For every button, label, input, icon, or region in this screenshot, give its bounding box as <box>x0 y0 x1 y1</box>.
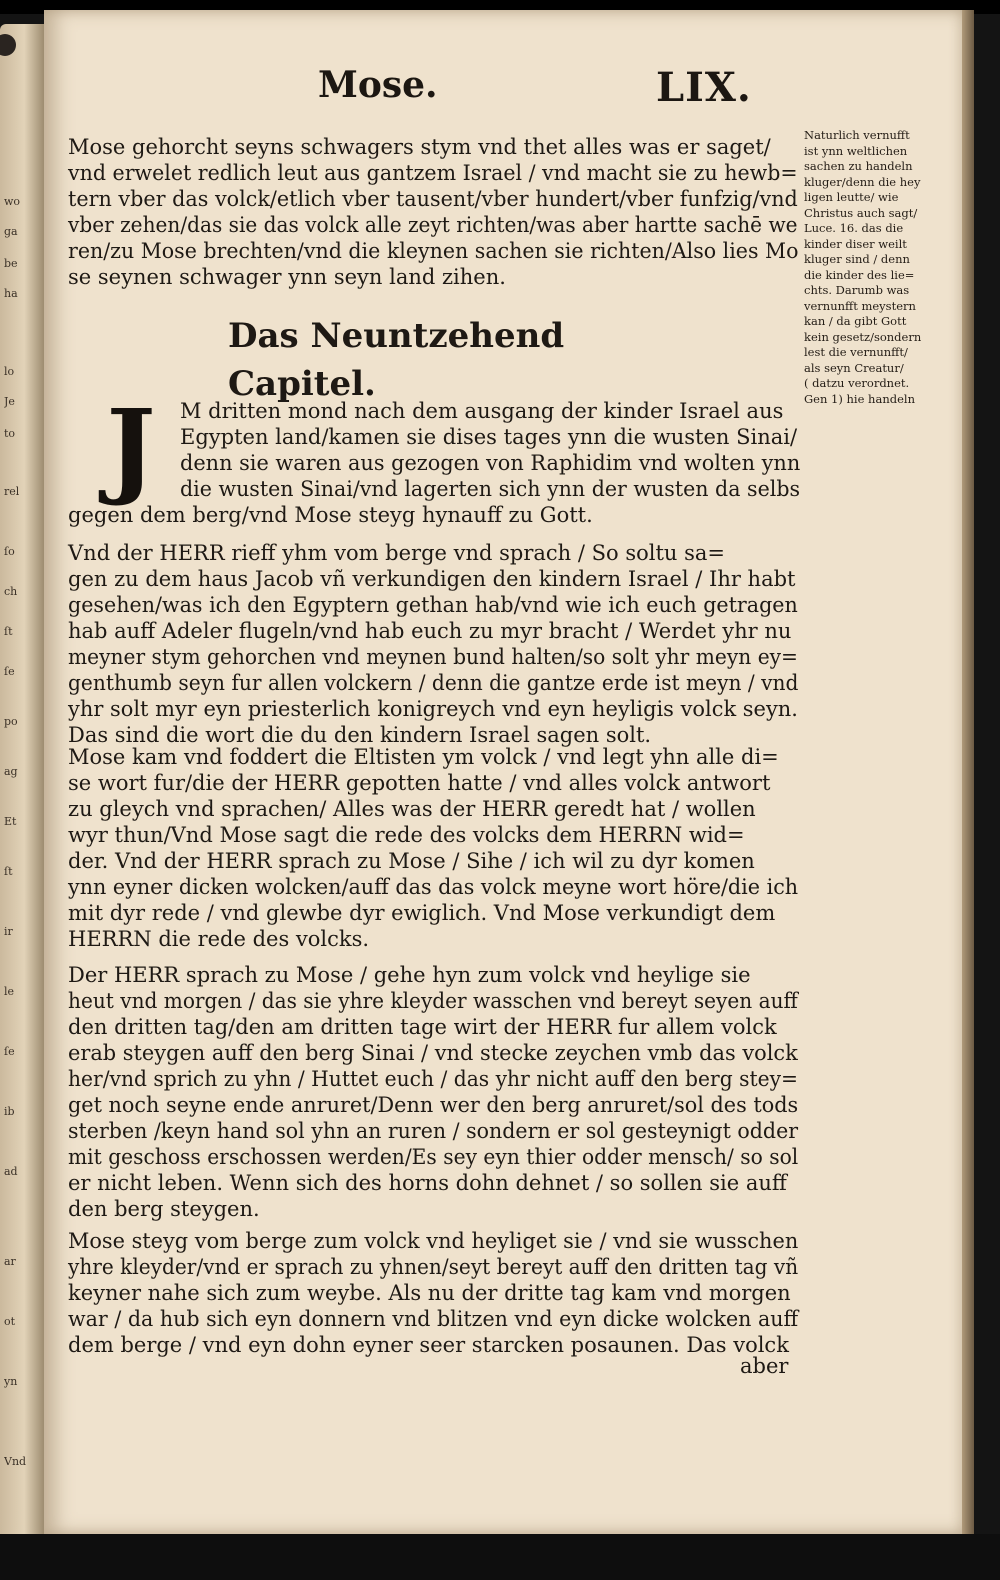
left-page-fragment: ga <box>4 225 18 238</box>
text-line: dem berge / vnd eyn dohn eyner seer starcken posaunen. Das volck <box>68 1333 789 1357</box>
left-page-fragment: rel <box>4 485 20 498</box>
left-page-fragment: wo <box>4 195 21 208</box>
text-line: erab steygen auff den berg Sinai / vnd stecke zeychen vmb das volck <box>68 1041 798 1065</box>
left-page-fragment: ha <box>4 287 18 300</box>
catchword: aber <box>740 1354 789 1378</box>
text-line: gegen dem berg/vnd Mose steyg hynauff zu Gott. <box>68 503 593 527</box>
gloss-line: ( datzu verordnet. <box>804 376 910 390</box>
folio-number: LIX. <box>656 64 752 111</box>
text-line: die wusten Sinai/vnd lagerten sich ynn der wusten da selbs <box>180 477 801 501</box>
text-line: HERRN die rede des volcks. <box>68 927 370 951</box>
text-line: her/vnd sprich zu yhn / Huttet euch / das yhr nicht auff den berg stey= <box>68 1067 799 1091</box>
left-page-fragment: ad <box>4 1165 18 1178</box>
page-right-edge <box>962 10 974 1534</box>
paragraph-2 <box>68 540 798 748</box>
left-page-fragment: yn <box>4 1375 18 1388</box>
left-page-fragment: ſt <box>4 865 13 878</box>
text-line: der. Vnd der HERR sprach zu Mose / Sihe / ich wil zu dyr komen <box>68 849 755 873</box>
paragraph-3 <box>68 744 798 952</box>
left-page-fragment: ot <box>4 1315 16 1328</box>
text-line: zu gleych vnd sprachen/ Alles was der HERR geredt hat / wollen <box>68 797 756 821</box>
text-line: genthumb seyn fur allen volckern / denn die gantze erde ist meyn / vnd <box>68 671 799 695</box>
text-line: M dritten mond nach dem ausgang der kinder Israel aus <box>180 399 784 423</box>
gloss-line: chts. Darumb was <box>804 283 910 297</box>
chapter-heading-line: Capitel. <box>228 364 376 404</box>
gloss-line: kan / da gibt Gott <box>804 314 907 328</box>
gloss-line: kein gesetz/sondern <box>804 329 922 344</box>
text-line: yhr solt myr eyn priesterlich konigreych vnd eyn heyligis volck seyn. <box>68 697 798 721</box>
text-line: tern vber das volck/etlich vber tausent/vber hundert/vber funfzig/vnd <box>68 187 798 211</box>
text-line: heut vnd morgen / das sie yhre kleyder wasschen vnd bereyt seyen auff <box>68 989 798 1013</box>
paragraph-5 <box>68 1228 798 1358</box>
gloss-line: sachen zu handeln <box>804 159 913 173</box>
left-page-fragment: ch <box>4 585 18 598</box>
text-line: sterben /keyn hand sol yhn an ruren / sondern er sol gesteynigt odder <box>68 1119 799 1143</box>
gloss-line: Luce. 16. das die <box>804 221 904 235</box>
text-line: Vnd der HERR rieff yhm vom berge vnd sprach / So soltu sa= <box>68 541 726 565</box>
text-line: er nicht leben. Wenn sich des horns dohn dehnet / so sollen sie auff <box>68 1171 787 1195</box>
text-line: ynn eyner dicken wolcken/auff das das volck meyne wort höre/die ich <box>68 875 799 899</box>
chapter-opening-paragraph <box>180 398 800 502</box>
text-line: vnd erwelet redlich leut aus gantzem Israel / vnd macht sie zu hewb= <box>68 161 798 185</box>
left-page-fragment: to <box>4 427 16 440</box>
left-page-fragment: ir <box>4 925 13 938</box>
gloss-line: als seyn Creatur/ <box>804 360 904 375</box>
marginal-gloss <box>804 128 954 407</box>
left-page-fragment: po <box>4 715 18 728</box>
drop-cap-initial <box>90 386 172 509</box>
left-facing-page-edge <box>0 24 44 1544</box>
text-line: gesehen/was ich den Egyptern gethan hab/vnd wie ich euch getragen <box>68 593 798 617</box>
gloss-line: ligen leutte/ wie <box>804 190 899 204</box>
text-line: yhre kleyder/vnd er sprach zu yhnen/seyt bereyt auff den dritten tag vñ <box>68 1255 799 1279</box>
chapter-heading <box>228 312 588 408</box>
text-line: get noch seyne ende anruret/Denn wer den berg anruret/sol des tods <box>68 1093 799 1117</box>
text-line: ren/zu Mose brechten/vnd die kleynen sachen sie richten/Also lies Mo <box>68 239 799 263</box>
paragraph-1 <box>68 134 798 290</box>
gloss-line: ist ynn weltlichen <box>804 143 908 158</box>
left-page-fragment: ſt <box>4 625 13 638</box>
text-line: se seynen schwager ynn seyn land zihen. <box>68 265 506 289</box>
gloss-line: Gen 1) hie handeln <box>804 391 915 406</box>
text-line: den berg steygen. <box>68 1197 260 1221</box>
text-line: den dritten tag/den am dritten tage wirt der HERR fur allem volck <box>68 1015 777 1039</box>
gloss-line: kluger/denn die hey <box>804 174 921 189</box>
text-line: denn sie waren aus gezogen von Raphidim vnd wolten ynn <box>180 451 801 475</box>
gloss-line: kluger sind / denn <box>804 252 910 266</box>
text-line: Mose steyg vom berge zum volck vnd heyliget sie / vnd sie wusschen <box>68 1229 799 1253</box>
text-line: mit dyr rede / vnd glewbe dyr ewiglich. Vnd Mose verkundigt dem <box>68 901 776 925</box>
left-page-fragment: ar <box>4 1255 16 1268</box>
chapter-heading-line: Das Neuntzehend <box>228 316 565 356</box>
text-line: Der HERR sprach zu Mose / gehe hyn zum volck vnd heylige sie <box>68 963 751 987</box>
text-line: war / da hub sich eyn donnern vnd blitzen vnd eyn dicke wolcken auff <box>68 1307 799 1331</box>
left-page-fragment: ag <box>4 765 18 778</box>
gloss-line: kinder diser weilt <box>804 236 907 251</box>
left-page-fragment: ſe <box>4 1045 15 1058</box>
text-line: vber zehen/das sie das volck alle zeyt richten/was aber hartte sachē we <box>68 213 798 237</box>
gloss-line: lest die vernunfft/ <box>804 345 908 359</box>
left-page-fragment: Vnd <box>4 1455 27 1468</box>
drop-cap-letter: J <box>106 386 156 509</box>
text-line: mit geschoss erschossen werden/Es sey eyn thier odder mensch/ so sol <box>68 1145 799 1169</box>
text-line: wyr thun/Vnd Mose sagt die rede des volcks dem HERRN wid= <box>68 823 745 847</box>
gloss-line: Christus auch sagt/ <box>804 205 918 220</box>
text-line: keyner nahe sich zum weybe. Als nu der dritte tag kam vnd morgen <box>68 1281 791 1305</box>
text-line: Das sind die wort die du den kindern Israel sagen solt. <box>68 723 652 747</box>
text-line: meyner stym gehorchen vnd meynen bund halten/so solt yhr meyn ey= <box>68 645 798 669</box>
text-line: hab auff Adeler flugeln/vnd hab euch zu myr bracht / Werdet yhr nu <box>68 619 792 643</box>
chapter-opening-paragraph-tail <box>68 502 798 528</box>
left-page-fragment: Je <box>4 395 15 408</box>
left-page-fragment: be <box>4 257 18 270</box>
left-page-fragment: lo <box>4 365 15 378</box>
gloss-line: die kinder des lie= <box>804 267 915 282</box>
text-line: Mose gehorcht seyns schwagers stym vnd thet alles was er saget/ <box>68 135 771 159</box>
left-page-fragment: ſe <box>4 665 15 678</box>
gloss-line: vernunfft meystern <box>804 298 916 313</box>
text-line: Mose kam vnd foddert die Eltisten ym volck / vnd legt yhn alle di= <box>68 745 779 769</box>
scan-bottom-border <box>0 1534 1000 1580</box>
text-line: se wort fur/die der HERR gepotten hatte / vnd alles volck antwort <box>68 771 771 795</box>
running-header-title: Mose. <box>318 64 438 106</box>
text-line: gen zu dem haus Jacob vñ verkundigen den kindern Israel / Ihr habt <box>68 567 796 591</box>
text-line: Egypten land/kamen sie dises tages ynn die wusten Sinai/ <box>180 425 798 449</box>
left-page-fragment: ſo <box>4 545 15 558</box>
gloss-line: Naturlich vernufft <box>804 128 910 142</box>
left-page-fragment: ib <box>4 1105 15 1118</box>
binding-hole <box>0 34 16 56</box>
paragraph-4 <box>68 962 798 1222</box>
left-page-fragment: le <box>4 985 15 998</box>
left-page-fragment: Et <box>4 815 17 828</box>
